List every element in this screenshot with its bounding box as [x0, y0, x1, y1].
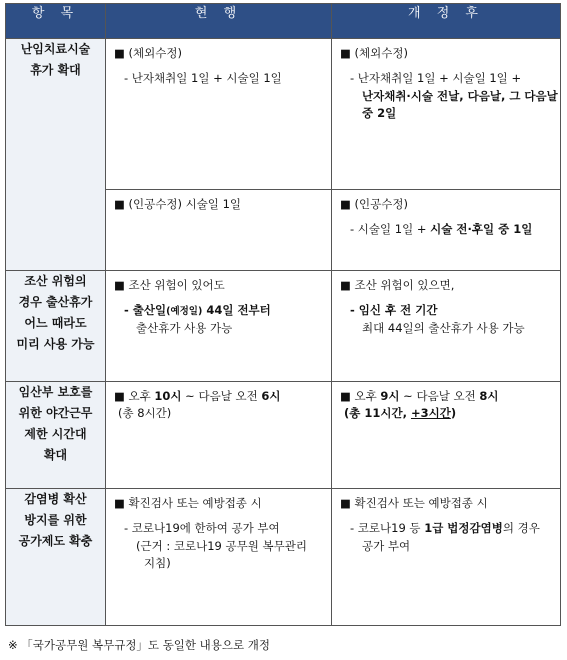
cell-line: 지침): [144, 555, 171, 570]
cell-line: - 난자채취일 1일 + 시술일 1일: [124, 71, 282, 86]
header-current: 현 행: [106, 4, 332, 39]
cell-line: - 난자채취일 1일 + 시술일 1일 +: [350, 71, 522, 86]
cell-line: (근거 : 코로나19 공무원 복무관리: [136, 538, 307, 553]
cell-line: 최대 44일의 출산휴가 사용 가능: [362, 320, 525, 335]
table-row: [6, 489, 561, 626]
item-line: 미리 사용 가능: [16, 337, 95, 351]
cell-line: - 코로나19에 한하여 공가 부여: [124, 521, 280, 536]
table-row: [6, 382, 561, 489]
cell-line: ■ 오후 10시 ~ 다음날 오전 6시: [114, 389, 281, 403]
cell-line: ■ 오후 9시 ~ 다음날 오전 8시: [340, 389, 499, 403]
item-line: 휴가 확대: [30, 63, 81, 77]
footnote: ※ 「국가공무원 복무규정」도 동일한 내용으로 개정: [8, 638, 270, 652]
cell-line: 출산휴가 사용 가능: [136, 320, 233, 335]
item-line: 임산부 보호를: [18, 385, 93, 399]
cell-revised: [332, 190, 561, 271]
cell-revised: [332, 271, 561, 382]
item-line: 위한 야간근무: [18, 406, 93, 420]
table-row: [6, 271, 561, 382]
cell-line: - 시술일 1일 + 시술 전·후일 중 1일: [350, 222, 533, 237]
cell-current: [106, 39, 332, 190]
item-line: 감염병 확산: [24, 492, 87, 506]
item-line: 조산 위험의: [24, 274, 87, 288]
table-row: [6, 39, 561, 190]
cell-current: [106, 382, 332, 489]
cell-revised: [332, 39, 561, 190]
cell-current: [106, 489, 332, 626]
cell-title: ■ (인공수정) 시술일 1일: [114, 197, 241, 211]
cell-current: [106, 271, 332, 382]
cell-current: [106, 190, 332, 271]
header-item: 항 목: [6, 4, 106, 39]
cell-revised: [332, 489, 561, 626]
cell-line: 난자채취·시술 전날, 다음날, 그 다음날: [362, 88, 558, 103]
item-line: 확대: [43, 448, 68, 462]
cell-title: ■ 조산 위험이 있어도: [114, 278, 225, 292]
cell-line: (총 8시간): [118, 406, 172, 421]
cell-revised: [332, 382, 561, 489]
cell-title: ■ 확진검사 또는 예방접종 시: [114, 496, 262, 510]
item-line: 방지를 위한: [24, 513, 87, 527]
row-item-premature: [6, 271, 106, 382]
header-revised: 개 정 후: [332, 4, 561, 39]
item-line: 제한 시간대: [24, 427, 87, 441]
cell-title: ■ 확진검사 또는 예방접종 시: [340, 496, 488, 510]
row-item-infection: [6, 489, 106, 626]
item-line: 어느 때라도: [24, 316, 87, 330]
item-line: 경우 출산휴가: [18, 295, 93, 309]
cell-line: 중 2일: [362, 105, 397, 120]
cell-line: 공가 부여: [362, 538, 411, 553]
cell-title: ■ (체외수정): [114, 46, 182, 60]
header-row: [6, 4, 561, 39]
cell-title: ■ (체외수정): [340, 46, 408, 60]
cell-title: ■ (인공수정): [340, 197, 408, 211]
item-line: 난임치료시술: [20, 42, 91, 56]
row-item-infertility: [6, 39, 106, 271]
comparison-table: [5, 3, 561, 626]
row-item-night-work: [6, 382, 106, 489]
item-line: 공가제도 확충: [18, 534, 93, 548]
cell-line: (총 11시간, +3시간): [344, 406, 457, 421]
cell-line: - 출산일(예정일) 44일 전부터: [124, 303, 271, 318]
cell-line: - 임신 후 전 기간: [350, 303, 438, 318]
cell-line: - 코로나19 등 1급 법정감염병의 경우: [350, 521, 540, 536]
cell-title: ■ 조산 위험이 있으면,: [340, 278, 455, 292]
